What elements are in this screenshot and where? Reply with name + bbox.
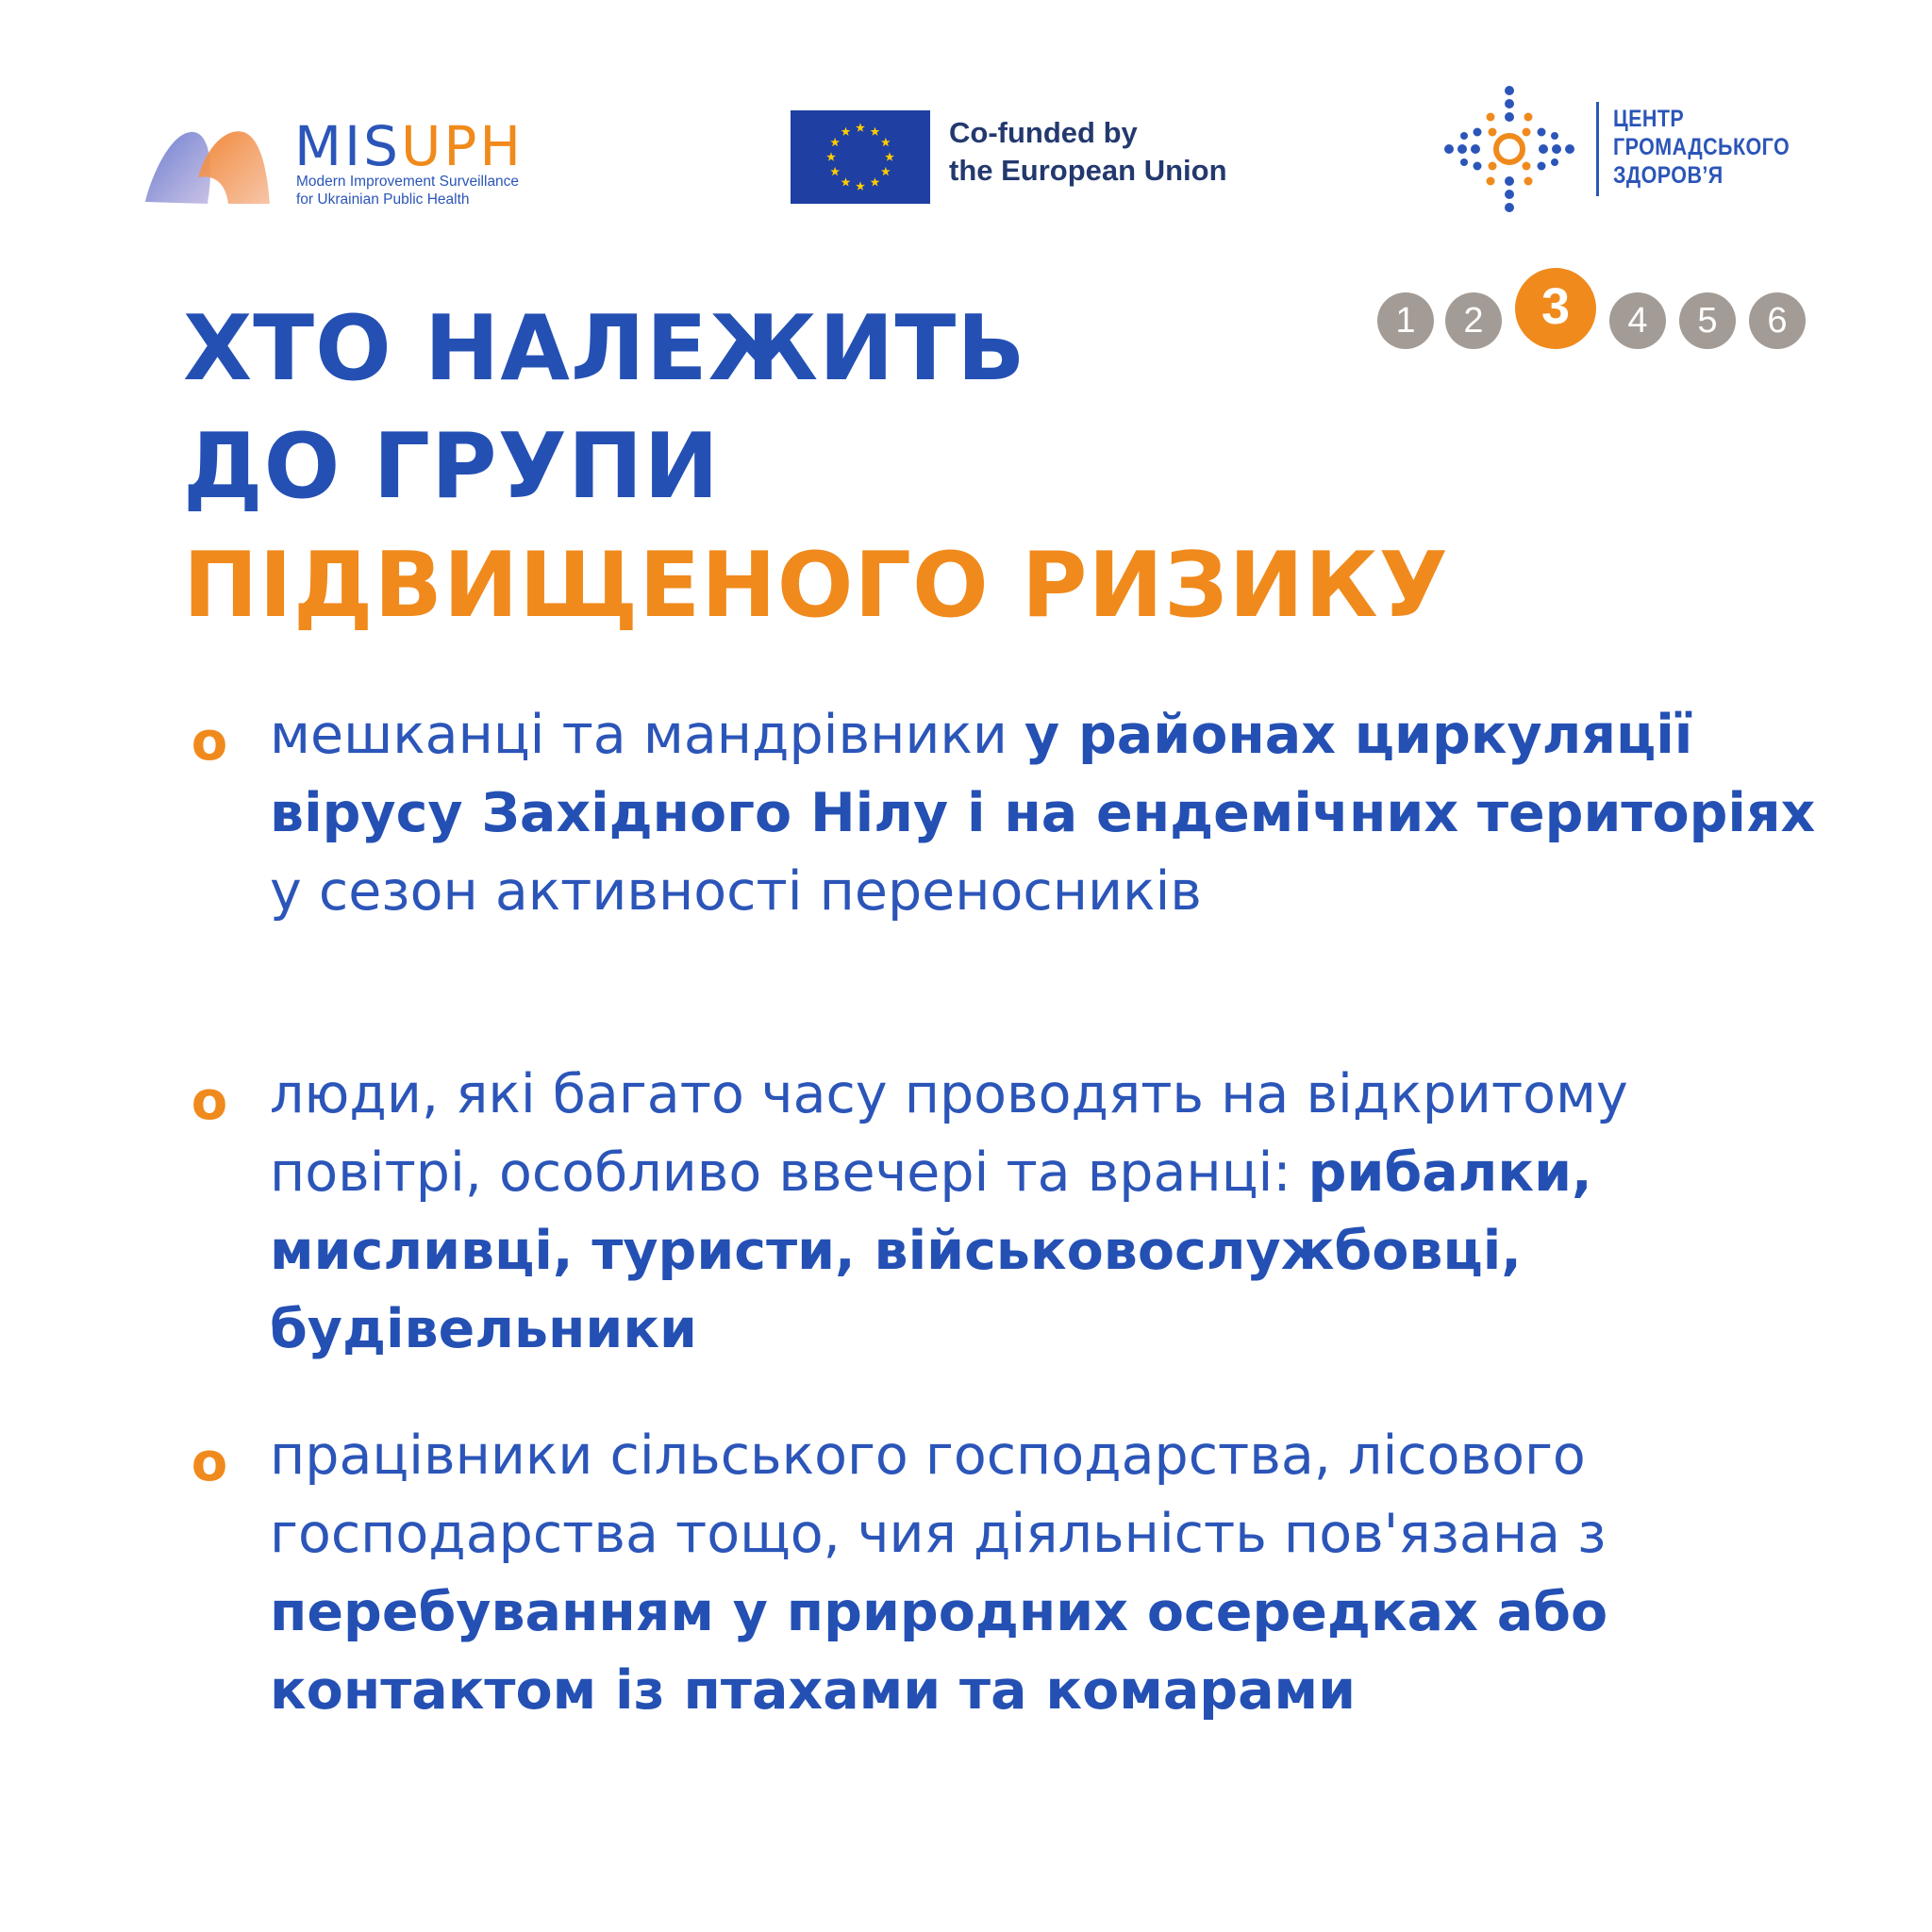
title-line-3: ПІДВИЩЕНОГО РИЗИКУ <box>183 534 1449 638</box>
page-indicator-1: 1 <box>1377 292 1434 349</box>
phc-divider <box>1596 102 1599 196</box>
page-indicator-6: 6 <box>1749 292 1806 349</box>
eu-text-line2: the European Union <box>949 154 1227 187</box>
bullet-text-segment: мешканці та мандрівники <box>270 704 1024 766</box>
bullet-item-2 <box>270 1056 1817 1369</box>
title-line-1: ХТО НАЛЕЖИТЬ <box>183 297 1026 401</box>
misuph-subtitle-line2: for Ukrainian Public Health <box>296 192 470 208</box>
eu-text-line1: Co-funded by <box>949 116 1138 149</box>
eu-flag-icon <box>791 110 930 204</box>
bullet-text-segment: люди, які багато часу проводять на відкритому повітрі, особливо ввечері та вранці: <box>270 1063 1628 1204</box>
eu-cofunding-logo <box>791 110 1262 205</box>
bullet-text-bold-segment: у районах циркуляції вірусу Західного Нілу і на ендемічних територіях <box>270 704 1816 844</box>
bullet-marker: о <box>191 1432 228 1493</box>
bullet-item-1 <box>270 696 1817 931</box>
title-line-2: ДО ГРУПИ <box>183 415 720 519</box>
phc-text-line3: ЗДОРОВ’Я <box>1613 162 1724 189</box>
bullet-text-segment: у сезон активності переносників <box>270 860 1202 923</box>
page-indicator-2: 2 <box>1445 292 1502 349</box>
bullet-item-3 <box>270 1417 1817 1730</box>
bullet-text-segment: працівники сільського господарства, лісового господарства тощо, чия діяльність пов'язана з <box>270 1424 1607 1565</box>
page-indicator-5: 5 <box>1679 292 1736 349</box>
page-indicator-4: 4 <box>1609 292 1666 349</box>
public-health-center-logo <box>1443 85 1821 217</box>
page-indicator-3-current: 3 <box>1515 268 1596 349</box>
misuph-logo <box>142 113 575 217</box>
misuph-logo-mark-icon <box>142 121 274 211</box>
bullet-marker: о <box>191 1071 228 1132</box>
phc-text-line2: ГРОМАДСЬКОГО <box>1613 134 1790 160</box>
bullet-marker: о <box>191 711 228 773</box>
misuph-name: MISUPH <box>294 114 525 178</box>
phc-dots-mark-icon <box>1443 85 1575 213</box>
bullet-text-bold-segment: рибалки, мисливці, туристи, військовослужбовці, будівельники <box>270 1141 1592 1360</box>
misuph-subtitle-line1: Modern Improvement Surveillance <box>296 174 520 190</box>
phc-text-line1: ЦЕНТР <box>1613 106 1685 132</box>
bullet-text-bold-segment: перебуванням у природних осередках або контактом із птахами та комарами <box>270 1581 1608 1722</box>
